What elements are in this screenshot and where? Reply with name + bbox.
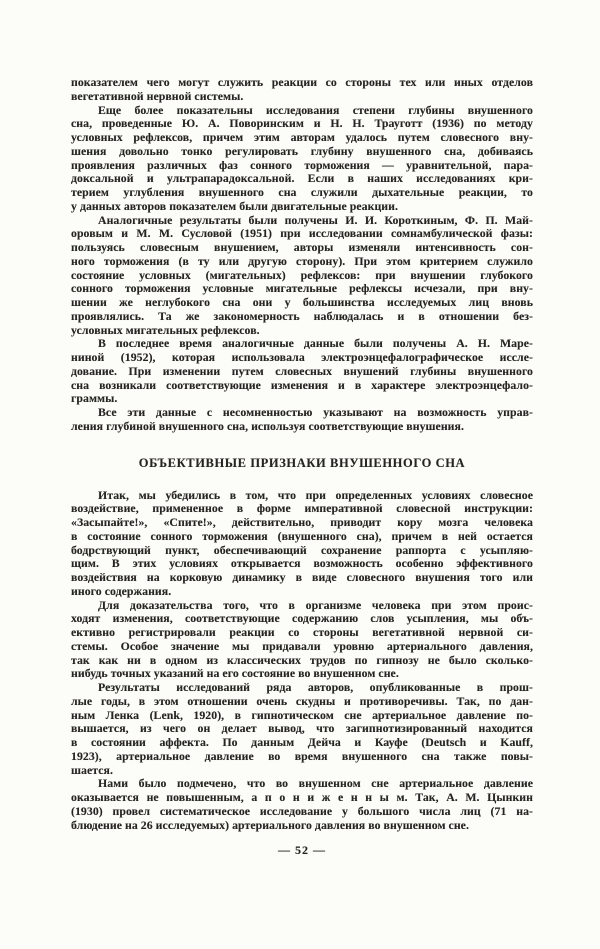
text-line: нибудь точных указаний на его состояние во внушенном сне.: [71, 666, 399, 681]
text-line: проявлялись. Та же закономерность наблюдалась и в отношении без-: [71, 308, 533, 323]
text-line: пользуясь словесным внушением, авторы изменяли интенсивность сон-: [71, 240, 533, 254]
text-line: оровым и М. М. Сусловой (1951) при исследовании сомнамбулической фазы:: [71, 226, 533, 241]
text-line: (1930) провел систематическое исследование у большого числа лиц (71 на-: [71, 803, 533, 818]
text-line: Аналогичные результаты были получены И. И. Короткиным, Ф. П. Май-: [98, 212, 533, 227]
body-text-bottom: [71, 489, 533, 833]
text-line: граммы.: [71, 391, 118, 406]
section-heading: ОБЪЕКТИВНЫЕ ПРИЗНАКИ ВНУШЕННОГО СНА: [138, 455, 466, 470]
paragraph: [71, 406, 533, 434]
text-line: ным Ленка (Lenk, 1920), в гипнотическом сне артериальное давление по-: [71, 707, 533, 722]
paragraph: [71, 104, 533, 214]
text-line: проявления различных фаз сонного торможения — уравнительной, пара-: [71, 157, 533, 172]
text-line: Для доказательства того, что в организме человека при этом проис-: [98, 597, 533, 612]
text-line: ного торможения (в ту или другую сторону). При этом критерием служило: [71, 253, 533, 268]
text-line: в состоянии аффекта. По данным Дейча и Кауфе (Deutsch и Kauff,: [71, 735, 533, 749]
text-line: Все эти данные с несомненностью указывают на возможность управ-: [98, 405, 533, 419]
text-line: состояние условных (мигательных) рефлексов: при внушении глубокого: [71, 267, 533, 282]
text-line: В последнее время аналогичные данные были получены А. Н. Маре-: [98, 336, 533, 351]
paragraph: [71, 214, 533, 338]
text-line: иного содержания.: [71, 583, 172, 598]
text-line: шения довольно тонко регулировать глубину внушенного сна, добиваясь: [71, 143, 533, 158]
text-line: условных мигательных рефлексов.: [71, 322, 260, 337]
text-line: воздействия на корковую динамику в виде словесного внушения того или: [71, 570, 533, 584]
text-line: блюдение на 26 исследуемых) артериального давления во внушенном сне.: [71, 817, 469, 832]
page-number: — 52 —: [278, 843, 326, 857]
text-line: Нами было подмечено, что во внушенном сне артериальное давление: [98, 776, 533, 791]
text-line: лые годы, в этом отношении очень скудны и противоречивы. Так, по дан-: [71, 693, 533, 708]
text-line: ективно регистрировали реакции со стороны вегетативной нервной си-: [71, 625, 533, 639]
text-line: Результаты исследований ряда авторов, опубликованные в прош-: [98, 680, 533, 694]
text-line: стемы. Особое значение мы придавали уровню артериального давления,: [71, 638, 533, 653]
text-line: показателем чего могут служить реакции со стороны тех или иных отделов: [71, 75, 533, 89]
page-text-block: [71, 76, 533, 832]
body-text-top: [71, 76, 533, 434]
text-line: вышается, из чего он делает вывод, что загипнотизированный находится: [71, 721, 533, 736]
text-line: у данных авторов показателем были двигательные реакции.: [71, 198, 399, 213]
text-line: Итак, мы убедились в том, что при определенных условиях словесное: [98, 487, 533, 502]
text-line: сна возникали соответствующие изменения и в характере электроэнцефало-: [71, 377, 533, 392]
text-line: сонного торможения условные мигательные рефлексы исчезали, при вну-: [71, 281, 533, 296]
text-line: 1923), артериальное давление во время внушенного сна также повы-: [71, 748, 533, 763]
text-line: ниной (1952), которая использовала электроэнцефалографическое иссле-: [71, 350, 533, 364]
paragraph: [71, 76, 533, 104]
paragraph: [71, 777, 533, 832]
text-line: сна, проведенные Ю. А. Поворинским и Н. Н. Трауготт (1936) по методу: [71, 116, 533, 131]
text-line: в состояние сонного торможения (внушенного сна), причем в ней остается: [71, 528, 533, 543]
text-line: щим. В этих условиях открывается возможность особенно эффективного: [71, 556, 533, 571]
text-line: ления глубиной внушенного сна, используя соответствующие внушения.: [71, 418, 464, 433]
text-line: вегетативной нервной системы.: [71, 88, 244, 103]
text-line: воздействие, примененное в форме императивной словесной инструкции:: [71, 501, 533, 516]
text-line: «Засыпайте!», «Спите!», действительно, приводит кору мозга человека: [71, 515, 533, 529]
text-line: дование. При изменении путем словесных внушений глубины внушенного: [71, 363, 533, 378]
text-line: условных рефлексов, причем этим авторам удалось путем словесного вну-: [71, 130, 533, 144]
paragraph: [71, 337, 533, 406]
text-line: Еще более показательны исследования степени глубины внушенного: [98, 102, 533, 117]
text-line: ходят изменения, соответствующие содержанию слов усыпления, мы объ-: [71, 611, 533, 626]
text-line: оказывается не повышенным, а п о н и ж е н н ы м. Так, А. М. Цынкин: [71, 790, 533, 804]
paragraph: [71, 489, 533, 599]
text-line: доксальной и ультрапарадоксальной. Если в наших исследованиях кри-: [71, 171, 533, 186]
text-line: шается.: [71, 762, 113, 777]
text-line: так как ни в одном из классических трудов по гипнозу не было сколько-: [71, 652, 533, 667]
text-line: бодрствующий пункт, обеспечивающий сохранение раппорта с усыпляю-: [71, 542, 533, 557]
paragraph: [71, 681, 533, 777]
paragraph: [71, 599, 533, 682]
text-line: терием углубления внушенного сна служили дыхательные реакции, то: [71, 185, 533, 199]
text-line: шении же неглубокого сна они у большинства исследуемых лиц вновь: [71, 295, 533, 309]
